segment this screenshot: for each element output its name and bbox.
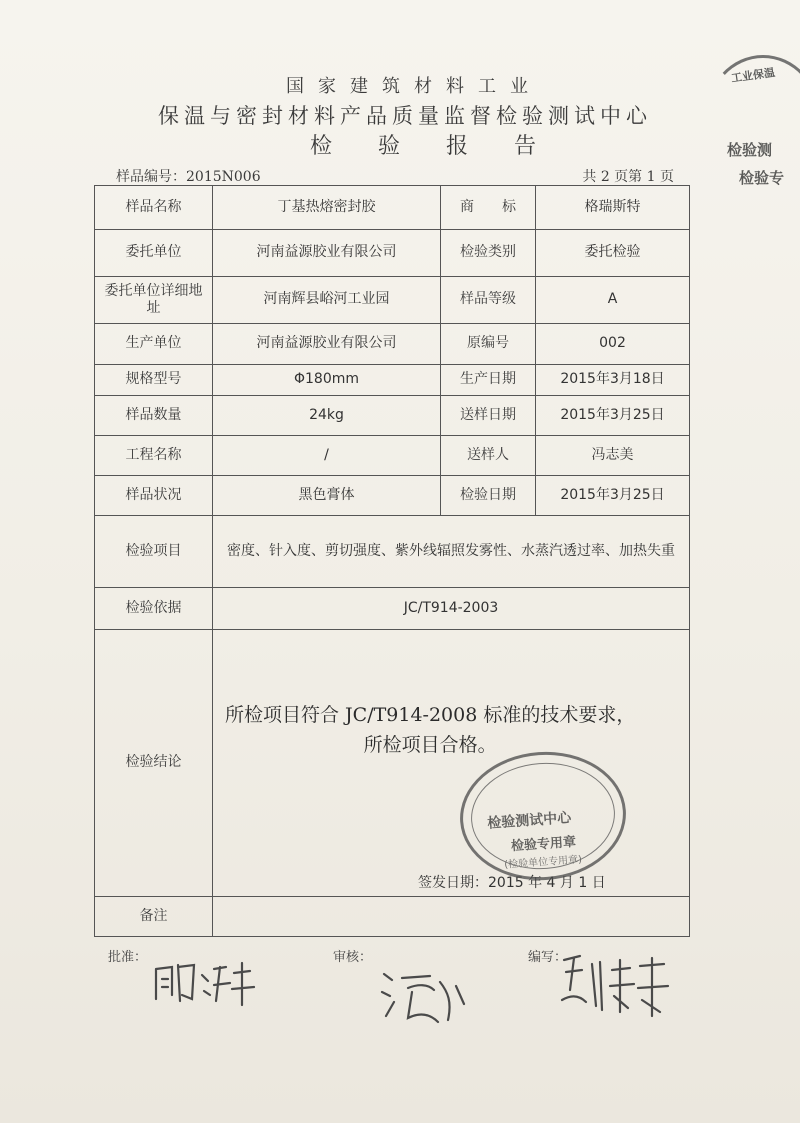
conclusion-text bbox=[225, 700, 635, 760]
seal-text-2: 检验专用章 bbox=[510, 834, 577, 855]
remarks-label: 备注 bbox=[95, 897, 213, 937]
table-row bbox=[95, 476, 690, 516]
table-row bbox=[95, 516, 690, 588]
condition-value: 黑色膏体 bbox=[213, 476, 441, 516]
test-type-label: 检验类别 bbox=[441, 230, 536, 277]
original-no-value: 002 bbox=[536, 324, 690, 365]
table-row bbox=[95, 277, 690, 324]
seal-text-1: 检验测试中心 bbox=[486, 810, 572, 832]
basis-value: JC/T914-2003 bbox=[213, 588, 690, 630]
table-row bbox=[95, 365, 690, 396]
client-address-value: 河南辉县峪河工业园 bbox=[213, 277, 441, 324]
prod-date-label: 生产日期 bbox=[441, 365, 536, 396]
conclusion-cell bbox=[213, 630, 690, 897]
client-label: 委托单位 bbox=[95, 230, 213, 277]
spec-value: Φ180mm bbox=[213, 365, 441, 396]
issue-date: 签发日期：2015 年 4 月 1 日 bbox=[418, 874, 606, 891]
sample-name-label: 样品名称 bbox=[95, 186, 213, 230]
project-value: / bbox=[213, 436, 441, 476]
send-date-value: 2015年3月25日 bbox=[536, 396, 690, 436]
spec-label: 规格型号 bbox=[95, 365, 213, 396]
conclusion-line-1: 所检项目符合 JC/T914-2008 标准的技术要求， bbox=[225, 704, 636, 726]
seal-text-3: (检验单位专用章) bbox=[503, 854, 583, 871]
compiler-signature bbox=[556, 950, 676, 1025]
manufacturer-label: 生产单位 bbox=[95, 324, 213, 365]
page-info: 共 2 页第 1 页 bbox=[582, 169, 674, 185]
table-row bbox=[95, 588, 690, 630]
sender-label: 送样人 bbox=[441, 436, 536, 476]
quantity-value: 24kg bbox=[213, 396, 441, 436]
table-row bbox=[95, 436, 690, 476]
reviewer-signature bbox=[378, 962, 473, 1032]
test-type-value: 委托检验 bbox=[536, 230, 690, 277]
send-date-label: 送样日期 bbox=[441, 396, 536, 436]
corner-seal-text-1: 工业保温 bbox=[730, 65, 776, 85]
client-address-label: 委托单位详细地址 bbox=[95, 277, 213, 324]
original-no-label: 原编号 bbox=[441, 324, 536, 365]
test-date-label: 检验日期 bbox=[441, 476, 536, 516]
table-row bbox=[95, 897, 690, 937]
items-value: 密度、针入度、剪切强度、紫外线辐照发雾性、水蒸汽透过率、加热失重 bbox=[213, 516, 690, 588]
client-value: 河南益源胶业有限公司 bbox=[213, 230, 441, 277]
grade-value: A bbox=[536, 277, 690, 324]
condition-label: 样品状况 bbox=[95, 476, 213, 516]
table-row bbox=[95, 230, 690, 277]
approver-signature bbox=[150, 955, 260, 1015]
brand-label: 商 标 bbox=[441, 186, 536, 230]
sender-value: 冯志美 bbox=[536, 436, 690, 476]
sample-number: 样品编号：2015N006 bbox=[116, 169, 261, 185]
header-line-2: 保温与密封材料产品质量监督检验测试中心 bbox=[158, 104, 652, 128]
remarks-value bbox=[213, 897, 690, 937]
corner-seal-text-2: 检验测 bbox=[727, 141, 773, 159]
compile-label: 编写： bbox=[528, 950, 568, 965]
items-label: 检验项目 bbox=[95, 516, 213, 588]
project-label: 工程名称 bbox=[95, 436, 213, 476]
grade-label: 样品等级 bbox=[441, 277, 536, 324]
quantity-label: 样品数量 bbox=[95, 396, 213, 436]
brand-value: 格瑞斯特 bbox=[536, 186, 690, 230]
sample-name-value: 丁基热熔密封胶 bbox=[213, 186, 441, 230]
manufacturer-value: 河南益源胶业有限公司 bbox=[213, 324, 441, 365]
review-label: 审核： bbox=[333, 950, 373, 965]
basis-label: 检验依据 bbox=[95, 588, 213, 630]
table-row bbox=[95, 324, 690, 365]
prod-date-value: 2015年3月18日 bbox=[536, 365, 690, 396]
corner-seal-text-3: 检验专 bbox=[739, 169, 785, 187]
table-row bbox=[95, 186, 690, 230]
corner-seal bbox=[725, 55, 800, 205]
test-date-value: 2015年3月25日 bbox=[536, 476, 690, 516]
table-row bbox=[95, 396, 690, 436]
header-line-1: 国家建筑材料工业 bbox=[286, 76, 542, 97]
report-title: 检验报告 bbox=[309, 134, 582, 159]
conclusion-label: 检验结论 bbox=[95, 630, 213, 897]
conclusion-line-2: 所检项目合格。 bbox=[363, 734, 497, 756]
approve-label: 批准： bbox=[108, 950, 148, 965]
